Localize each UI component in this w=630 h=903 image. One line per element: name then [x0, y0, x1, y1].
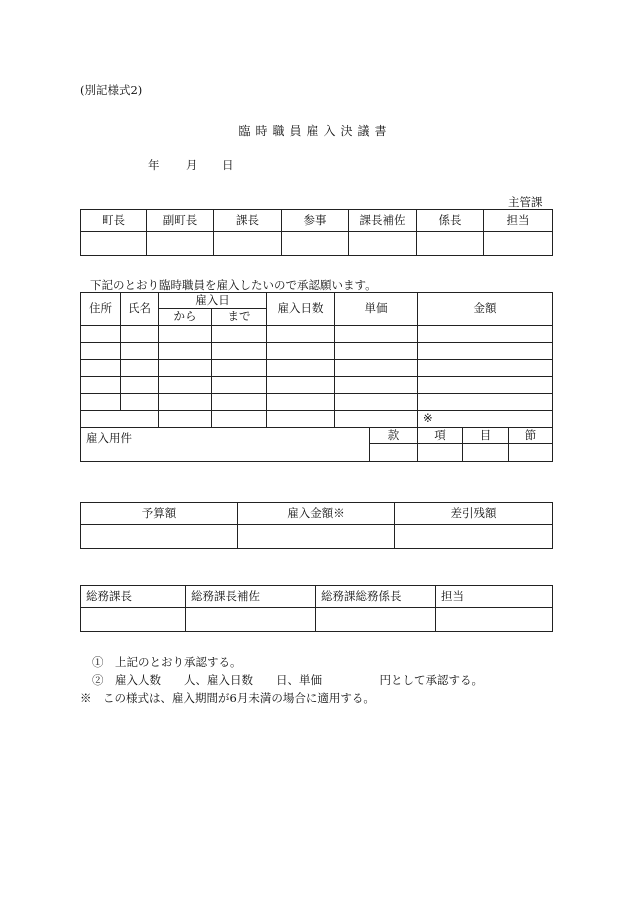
header-until: まで — [212, 309, 267, 326]
header-ga-subsection-chief: 総務課総務係長 — [316, 586, 436, 608]
budget-code-kou: 項 — [418, 428, 463, 444]
address-cell[interactable] — [81, 394, 121, 411]
approver-mayor: 町長 — [81, 210, 147, 232]
name-cell[interactable] — [121, 343, 159, 360]
table-row — [81, 360, 553, 377]
general-affairs-table — [80, 585, 553, 632]
stamp-cell[interactable] — [417, 232, 484, 256]
header-ga-chief: 総務課長 — [81, 586, 186, 608]
header-from: から — [159, 309, 212, 326]
until-cell[interactable] — [212, 343, 267, 360]
note-approval: ① 上記のとおり承認する。 — [92, 655, 242, 669]
unit-price-cell[interactable] — [335, 343, 418, 360]
amount-cell[interactable] — [418, 394, 553, 411]
header-remaining-balance: 差引残額 — [395, 503, 553, 525]
stamp-cell[interactable] — [349, 232, 417, 256]
budget-code-value[interactable] — [418, 444, 463, 462]
stamp-cell[interactable] — [81, 232, 147, 256]
total-row — [81, 411, 553, 428]
from-cell[interactable] — [159, 343, 212, 360]
until-cell[interactable] — [212, 394, 267, 411]
from-cell[interactable] — [159, 360, 212, 377]
approver-assistant-chief: 課長補佐 — [349, 210, 417, 232]
from-cell[interactable] — [159, 377, 212, 394]
header-days: 雇入日数 — [267, 293, 335, 326]
header-hire-amount: 雇入金額※ — [238, 503, 395, 525]
approver-deputy-mayor: 副町長 — [147, 210, 214, 232]
days-cell[interactable] — [267, 360, 335, 377]
table-row — [81, 326, 553, 343]
days-cell[interactable] — [267, 326, 335, 343]
header-hire-date: 雇入日 — [159, 293, 267, 309]
budget-table — [80, 502, 553, 549]
unit-price-cell[interactable] — [335, 394, 418, 411]
intro-text: 下記のとおり臨時職員を雇入したいので承認願います。 — [90, 278, 377, 292]
header-ga-assistant-chief: 総務課長補佐 — [186, 586, 316, 608]
header-name: 氏名 — [121, 293, 159, 326]
note-remark: ※ この様式は、雇入期間が6月未満の場合に適用する。 — [80, 691, 375, 705]
until-cell[interactable] — [212, 360, 267, 377]
header-unit-price: 単価 — [335, 293, 418, 326]
header-ga-staff: 担当 — [436, 586, 553, 608]
address-cell[interactable] — [81, 377, 121, 394]
unit-price-cell[interactable] — [335, 377, 418, 394]
unit-price-cell[interactable] — [335, 360, 418, 377]
days-cell[interactable] — [267, 394, 335, 411]
purpose-label: 雇入用件 — [81, 428, 370, 462]
stamp-cell[interactable] — [484, 232, 553, 256]
employment-table — [80, 292, 553, 462]
stamp-cell[interactable] — [214, 232, 282, 256]
stamp-cell[interactable] — [282, 232, 349, 256]
budget-code-moku: 目 — [463, 428, 509, 444]
approver-section-chief: 課長 — [214, 210, 282, 232]
note-conditions: ② 雇入人数 人、雇入日数 日、単価 円として承認する。 — [92, 673, 483, 687]
stamp-cell[interactable] — [186, 608, 316, 632]
stamp-cell[interactable] — [436, 608, 553, 632]
budget-code-kan: 款 — [370, 428, 418, 444]
date-day: 日 — [222, 158, 234, 172]
approver-counselor: 参事 — [282, 210, 349, 232]
address-cell[interactable] — [81, 343, 121, 360]
hire-amount-cell[interactable] — [238, 525, 395, 549]
stamp-cell[interactable] — [81, 608, 186, 632]
address-cell[interactable] — [81, 360, 121, 377]
budget-code-value[interactable] — [509, 444, 553, 462]
department-label: 主管課 — [508, 195, 543, 209]
days-cell[interactable] — [267, 411, 335, 428]
approver-subsection-chief: 係長 — [417, 210, 484, 232]
document-title: 臨時職員雇入決議書 — [238, 124, 392, 138]
from-cell[interactable] — [159, 394, 212, 411]
from-cell[interactable] — [159, 411, 212, 428]
table-row — [81, 394, 553, 411]
date-year: 年 — [148, 158, 160, 172]
unit-price-cell[interactable] — [335, 411, 418, 428]
address-cell[interactable] — [81, 326, 121, 343]
budget-code-value[interactable] — [463, 444, 509, 462]
approver-staff: 担当 — [484, 210, 553, 232]
days-cell[interactable] — [267, 343, 335, 360]
name-cell[interactable] — [121, 377, 159, 394]
name-cell[interactable] — [121, 360, 159, 377]
header-amount: 金額 — [418, 293, 553, 326]
budget-code-setsu: 節 — [509, 428, 553, 444]
amount-cell[interactable] — [418, 360, 553, 377]
budget-code-value[interactable] — [370, 444, 418, 462]
total-label-cell — [81, 411, 159, 428]
table-row — [81, 377, 553, 394]
until-cell[interactable] — [212, 326, 267, 343]
days-cell[interactable] — [267, 377, 335, 394]
name-cell[interactable] — [121, 326, 159, 343]
approval-table — [80, 209, 553, 256]
header-budget-amount: 予算額 — [81, 503, 238, 525]
stamp-cell[interactable] — [316, 608, 436, 632]
table-row — [81, 343, 553, 360]
name-cell[interactable] — [121, 394, 159, 411]
from-cell[interactable] — [159, 326, 212, 343]
until-cell[interactable] — [212, 377, 267, 394]
amount-cell[interactable] — [418, 326, 553, 343]
amount-cell[interactable] — [418, 377, 553, 394]
total-amount-cell: ※ — [418, 411, 553, 428]
amount-cell[interactable] — [418, 343, 553, 360]
date-month: 月 — [186, 158, 198, 172]
form-code: (別記様式2) — [80, 83, 143, 97]
stamp-cell[interactable] — [147, 232, 214, 256]
unit-price-cell[interactable] — [335, 326, 418, 343]
remaining-balance-cell[interactable] — [395, 525, 553, 549]
header-address: 住所 — [81, 293, 121, 326]
until-cell[interactable] — [212, 411, 267, 428]
budget-amount-cell[interactable] — [81, 525, 238, 549]
